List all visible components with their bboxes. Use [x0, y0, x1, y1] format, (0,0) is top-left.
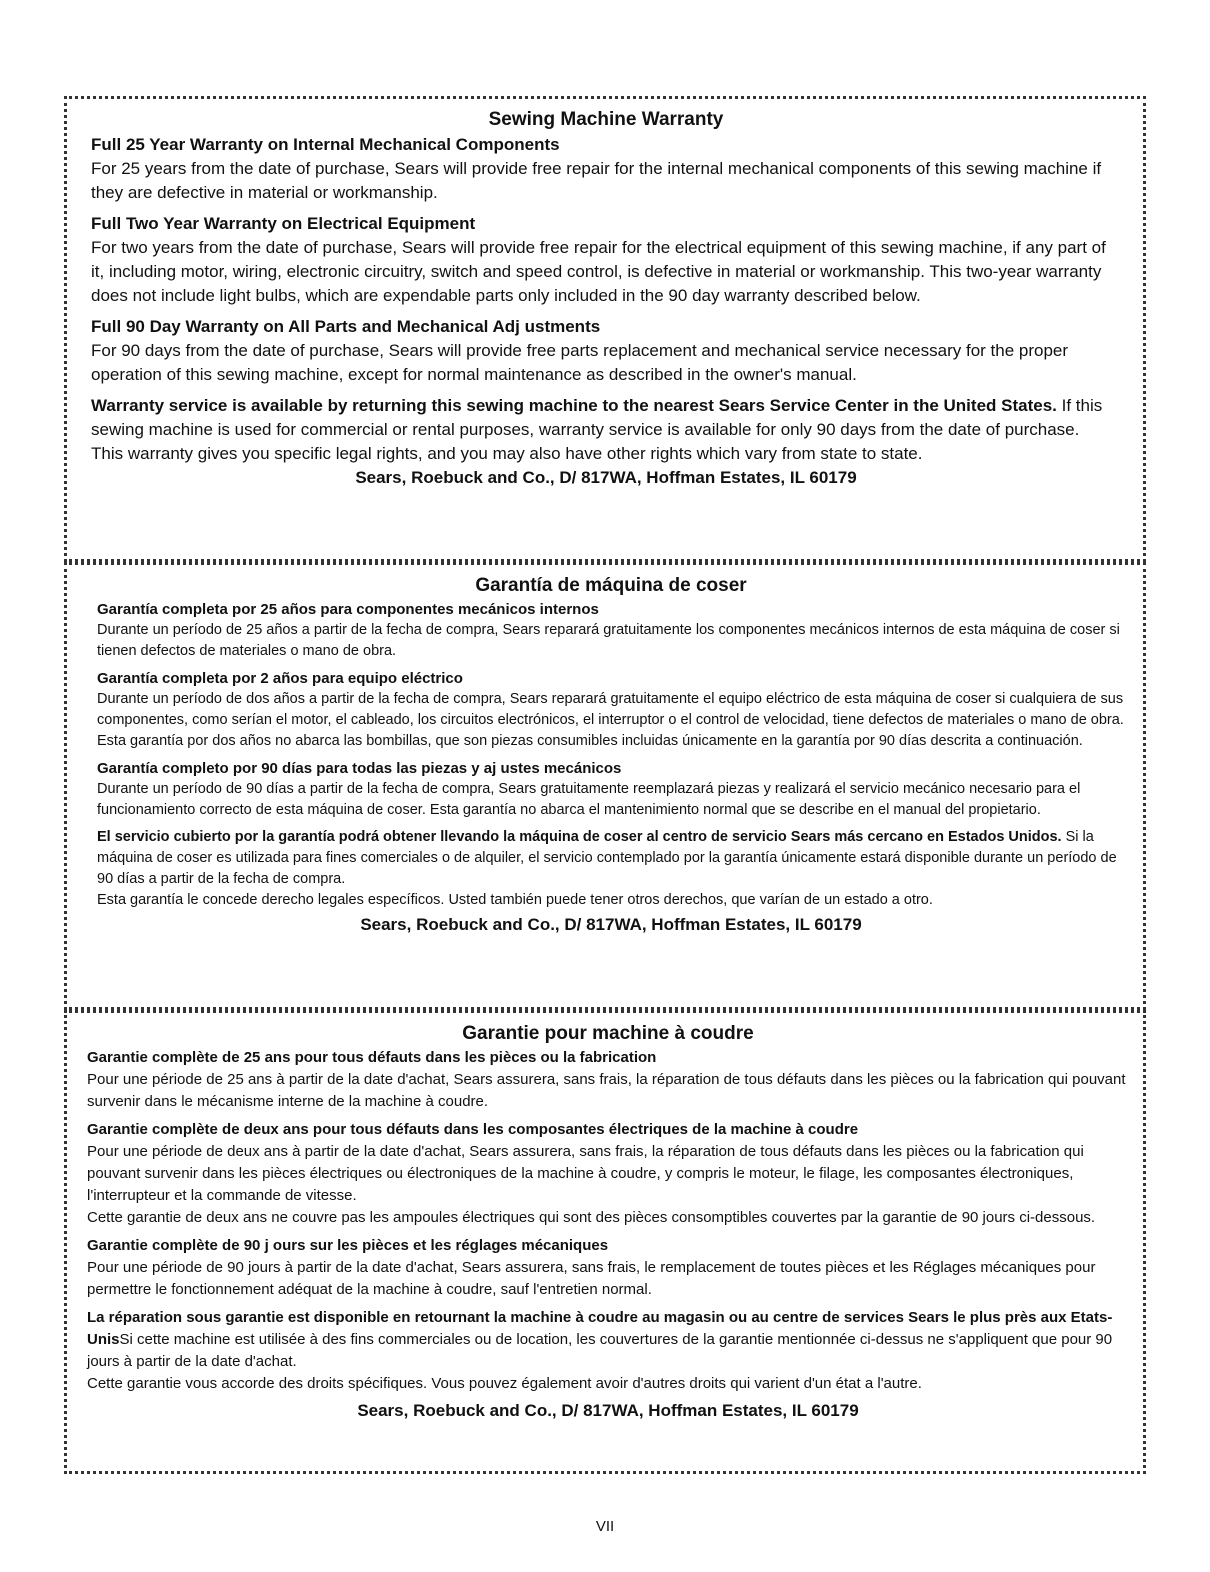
page-number: VII	[595, 1518, 615, 1535]
spanish-warranty-box	[64, 562, 1146, 1010]
section-heading: Garantie complète de 90 j ours sur les pièces et les réglages mécaniques	[87, 1237, 609, 1254]
section-heading: Garantie complète de deux ans pour tous défauts dans les composantes électriques de la machine à coudre	[87, 1121, 859, 1138]
english-section-two-year	[91, 212, 1121, 308]
section-heading: Garantie complète de 25 ans pour tous défauts dans les pièces ou la fabrication	[87, 1049, 657, 1066]
spanish-section-90-day	[97, 758, 1125, 821]
english-section-25-year	[91, 133, 1121, 205]
french-title: Garantie pour machine à coudre	[462, 1023, 754, 1044]
section-heading: Garantía completo por 90 días para todas las piezas y aj ustes mecánicos	[97, 760, 622, 777]
section-text: For two years from the date of purchase, Sears will provide free repair for the electrical equipment of this sewing machine, if any part of it, including motor, wiring, electronic circuitry, switch and speed control, is defective in material or workmanship. This two-year warranty does not include light bulbs, which are expendable parts only included in the 90 day warranty described below.	[91, 238, 1106, 305]
section-heading: Garantía completa por 25 años para componentes mecánicos internos	[97, 601, 599, 618]
french-section-two-year	[87, 1119, 1129, 1229]
english-warranty-box	[64, 96, 1146, 562]
service-bold: Warranty service is available by returning this sewing machine to the nearest Sears Service Center in the United States.	[91, 396, 1057, 415]
french-warranty-box	[64, 1010, 1146, 1474]
spanish-rights: Esta garantía le concede derecho legales específicos. Usted también puede tener otros derechos, que varían de un estado a otro.	[97, 892, 933, 908]
section-heading: Garantía completa por 2 años para equipo eléctrico	[97, 670, 463, 687]
spanish-title: Garantía de máquina de coser	[475, 575, 747, 596]
service-text: Si cette machine est utilisée à des fins commerciales ou de location, les couvertures de la garantie mentionnée ci-dessus ne s'appliquent que pour 90 jours à partir de la date d'achat.	[87, 1331, 1113, 1370]
section-heading: Full Two Year Warranty on Electrical Equipment	[91, 214, 476, 233]
section-text: Pour une période de 90 jours à partir de la date d'achat, Sears assurera, sans frais, le remplacement de toutes pièces et les Réglages mécaniques pour permettre le fonctionnement adéquat de la machine à coudre, sauf l'entretien normal.	[87, 1259, 1096, 1298]
french-section-25-year	[87, 1047, 1129, 1113]
section-text: Durante un período de 90 días a partir de la fecha de compra, Sears gratuitamente reemplazará piezas y realizará el servicio mecánico necesario para el funcionamiento correcto de esta máquina de coser. Esta garantía no abarca el mantenimiento normal que se describe en el manual del propietario.	[97, 781, 1081, 818]
section-text: For 90 days from the date of purchase, Sears will provide free parts replacement and mechanical service necessary for the proper operation of this sewing machine, except for normal maintenance as described in the owner's manual.	[91, 341, 1069, 384]
french-service-paragraph	[87, 1307, 1129, 1373]
section-text: Durante un período de 25 años a partir de la fecha de compra, Sears reparará gratuitamente los componentes mecánicos internos de esta máquina de coser si tienen defectos de materiales o mano de obra.	[97, 622, 1120, 659]
service-bold: El servicio cubierto por la garantía podrá obtener llevando la máquina de coser al centro de servicio Sears más cercano en Estados Unidos.	[97, 829, 1062, 845]
section-heading: Full 90 Day Warranty on All Parts and Mechanical Adj ustments	[91, 317, 601, 336]
section-heading: Full 25 Year Warranty on Internal Mechanical Components	[91, 135, 560, 154]
spanish-section-two-year	[97, 668, 1125, 752]
section-text: For 25 years from the date of purchase, Sears will provide free repair for the internal mechanical components of this sewing machine if they are defective in material or workmanship.	[91, 159, 1102, 202]
french-address: Sears, Roebuck and Co., D/ 817WA, Hoffman Estates, IL 60179	[357, 1401, 859, 1420]
french-rights: Cette garantie vous accorde des droits spécifiques. Vous pouvez également avoir d'autres droits qui varient d'un état a l'autre.	[87, 1375, 922, 1392]
section-text: Pour une période de 25 ans à partir de la date d'achat, Sears assurera, sans frais, la réparation de tous défauts dans les pièces ou la fabrication qui pouvant survenir dans le mécanisme interne de la machine à coudre.	[87, 1071, 1126, 1110]
section-text: Pour une période de deux ans à partir de la date d'achat, Sears assurera, sans frais, la réparation de tous défauts dans les pièces ou la fabrication qui pouvant survenir dans les pièces électriques ou électroniques de la machine à coudre, y compris le moteur, le filage, les composantes électroniques, l'interrupteur et la commande de vitesse.	[87, 1143, 1084, 1204]
english-title: Sewing Machine Warranty	[488, 109, 724, 130]
english-address: Sears, Roebuck and Co., D/ 817WA, Hoffman Estates, IL 60179	[355, 468, 857, 487]
section-text-extra: Cette garantie de deux ans ne couvre pas les ampoules électriques qui sont des pièces consomptibles couvertes par la garantie de 90 jours ci-dessous.	[87, 1209, 1096, 1226]
english-service-paragraph	[91, 394, 1121, 442]
english-section-90-day	[91, 315, 1121, 387]
spanish-section-25-year	[97, 599, 1125, 662]
section-text: Durante un período de dos años a partir de la fecha de compra, Sears reparará gratuitamente el equipo eléctrico de esta máquina de coser si cualquiera de sus componentes, como serían el motor, el cableado, los circuitos electrónicos, el interruptor o el control de velocidad, tiene defectos de materiales o mano de obra. Esta garantía por dos años no abarca las bombillas, que son piezas consumibles incluidas únicamente en la garantía por 90 días descrita a continuación.	[97, 691, 1124, 749]
english-rights: This warranty gives you specific legal rights, and you may also have other rights which vary from state to state.	[91, 444, 923, 463]
service-text: If this sewing machine is used for commercial or rental purposes, warranty service is available for only 90 days from the date of purchase.	[91, 396, 1103, 439]
spanish-service-paragraph	[97, 827, 1125, 890]
spanish-address: Sears, Roebuck and Co., D/ 817WA, Hoffman Estates, IL 60179	[360, 915, 862, 934]
french-section-90-day	[87, 1235, 1129, 1301]
service-bold: La réparation sous garantie est disponible en retournant la machine à coudre au magasin ou au centre de services Sears le plus près aux Etats- Unis	[87, 1309, 1113, 1348]
warranty-page	[64, 96, 1146, 1474]
service-text: Si la máquina de coser es utilizada para fines comerciales o de alquiler, el servicio contemplado por la garantía únicamente estará disponible durante un período de 90 días a partir de la fecha de compra.	[97, 829, 1117, 887]
